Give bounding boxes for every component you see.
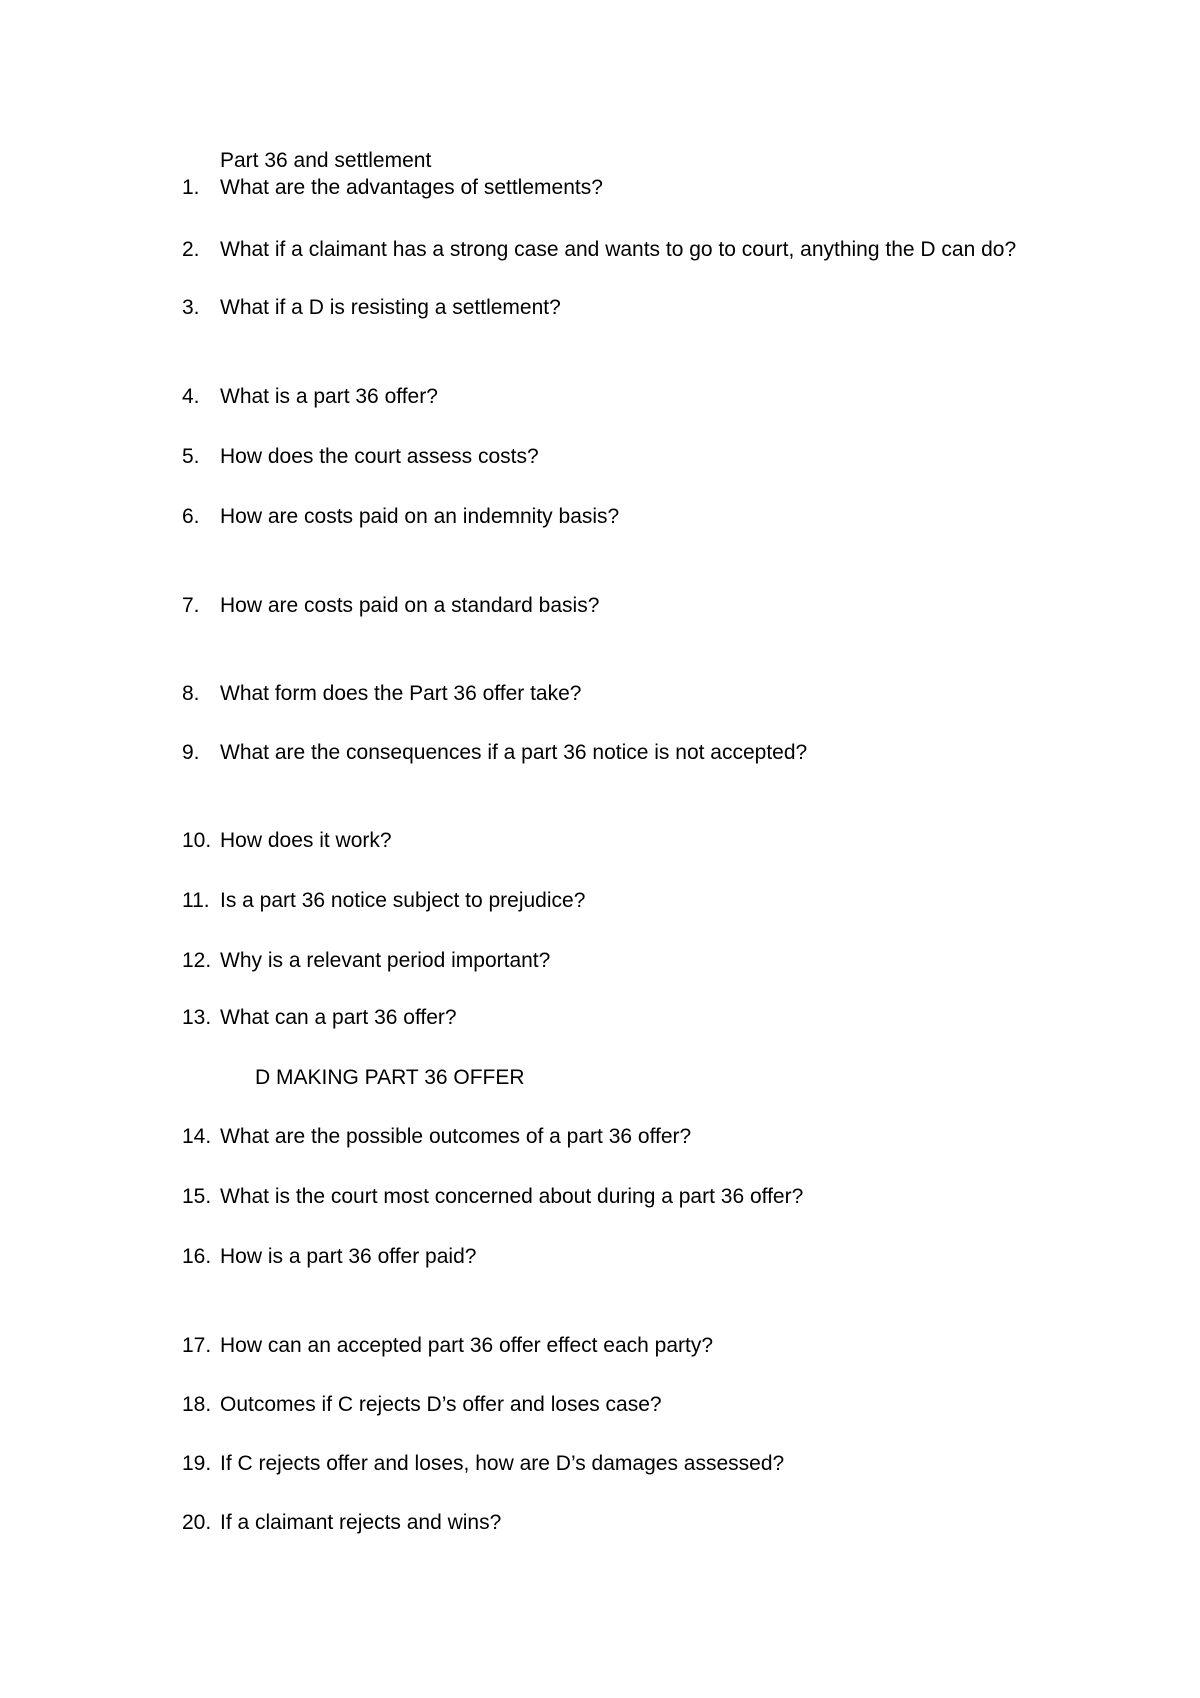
question-number: 3. — [182, 296, 200, 319]
question-number: 7. — [182, 594, 200, 617]
question-item — [182, 504, 619, 530]
question-text: If C rejects offer and loses, how are D’s damages assessed? — [220, 1452, 785, 1475]
question-item — [182, 1451, 784, 1477]
question-item — [182, 175, 603, 201]
question-item — [182, 1333, 713, 1359]
question-number: 4. — [182, 385, 200, 408]
question-number: 5. — [182, 445, 200, 468]
question-number: 2. — [182, 238, 200, 261]
question-number: 8. — [182, 682, 200, 705]
question-text: How does it work? — [220, 829, 392, 852]
question-number: 18. — [182, 1393, 212, 1416]
question-number: 6. — [182, 505, 200, 528]
question-text: What is the court most concerned about during a part 36 offer? — [220, 1185, 804, 1208]
question-number: 13. — [182, 1006, 212, 1029]
question-number: 15. — [182, 1185, 212, 1208]
question-text: How is a part 36 offer paid? — [220, 1245, 477, 1268]
question-text: Outcomes if C rejects D’s offer and loses case? — [220, 1393, 662, 1416]
question-text: What form does the Part 36 offer take? — [220, 682, 582, 705]
question-number: 10. — [182, 829, 212, 852]
question-item — [182, 237, 1016, 263]
question-item — [182, 384, 438, 410]
question-text: How can an accepted part 36 offer effect each party? — [220, 1334, 714, 1357]
question-item — [182, 681, 581, 707]
question-text: Why is a relevant period important? — [220, 949, 551, 972]
question-number: 19. — [182, 1452, 212, 1475]
question-item — [182, 888, 585, 914]
question-number: 12. — [182, 949, 212, 972]
question-item — [182, 444, 539, 470]
question-text: How are costs paid on an indemnity basis? — [220, 505, 620, 528]
question-item — [182, 1392, 662, 1418]
question-number: 11. — [182, 889, 210, 912]
question-text: Is a part 36 notice subject to prejudice? — [220, 889, 586, 912]
question-item — [182, 1124, 691, 1150]
question-text: What are the advantages of settlements? — [220, 176, 603, 199]
question-text: What if a D is resisting a settlement? — [220, 296, 561, 319]
question-item — [182, 1005, 457, 1031]
question-item — [182, 740, 807, 766]
question-number: 17. — [182, 1334, 212, 1357]
question-item — [182, 1184, 803, 1210]
question-item — [182, 295, 561, 321]
question-item — [182, 1244, 476, 1270]
document-title: Part 36 and settlement — [220, 149, 432, 172]
question-item — [182, 1510, 501, 1536]
question-number: 14. — [182, 1125, 212, 1148]
question-text: If a claimant rejects and wins? — [220, 1511, 502, 1534]
question-text: What is a part 36 offer? — [220, 385, 438, 408]
question-text: How does the court assess costs? — [220, 445, 539, 468]
question-number: 16. — [182, 1245, 212, 1268]
question-item — [182, 593, 599, 619]
question-number: 20. — [182, 1511, 212, 1534]
section-subheading: D MAKING PART 36 OFFER — [255, 1066, 525, 1089]
question-text: What are the consequences if a part 36 notice is not accepted? — [220, 741, 808, 764]
question-text: What if a claimant has a strong case and wants to go to court, anything the D can do? — [220, 238, 1017, 261]
question-text: How are costs paid on a standard basis? — [220, 594, 600, 617]
question-number: 9. — [182, 741, 200, 764]
question-text: What are the possible outcomes of a part 36 offer? — [220, 1125, 692, 1148]
question-item — [182, 948, 550, 974]
question-number: 1. — [182, 176, 200, 199]
question-text: What can a part 36 offer? — [220, 1006, 457, 1029]
question-item — [182, 828, 392, 854]
